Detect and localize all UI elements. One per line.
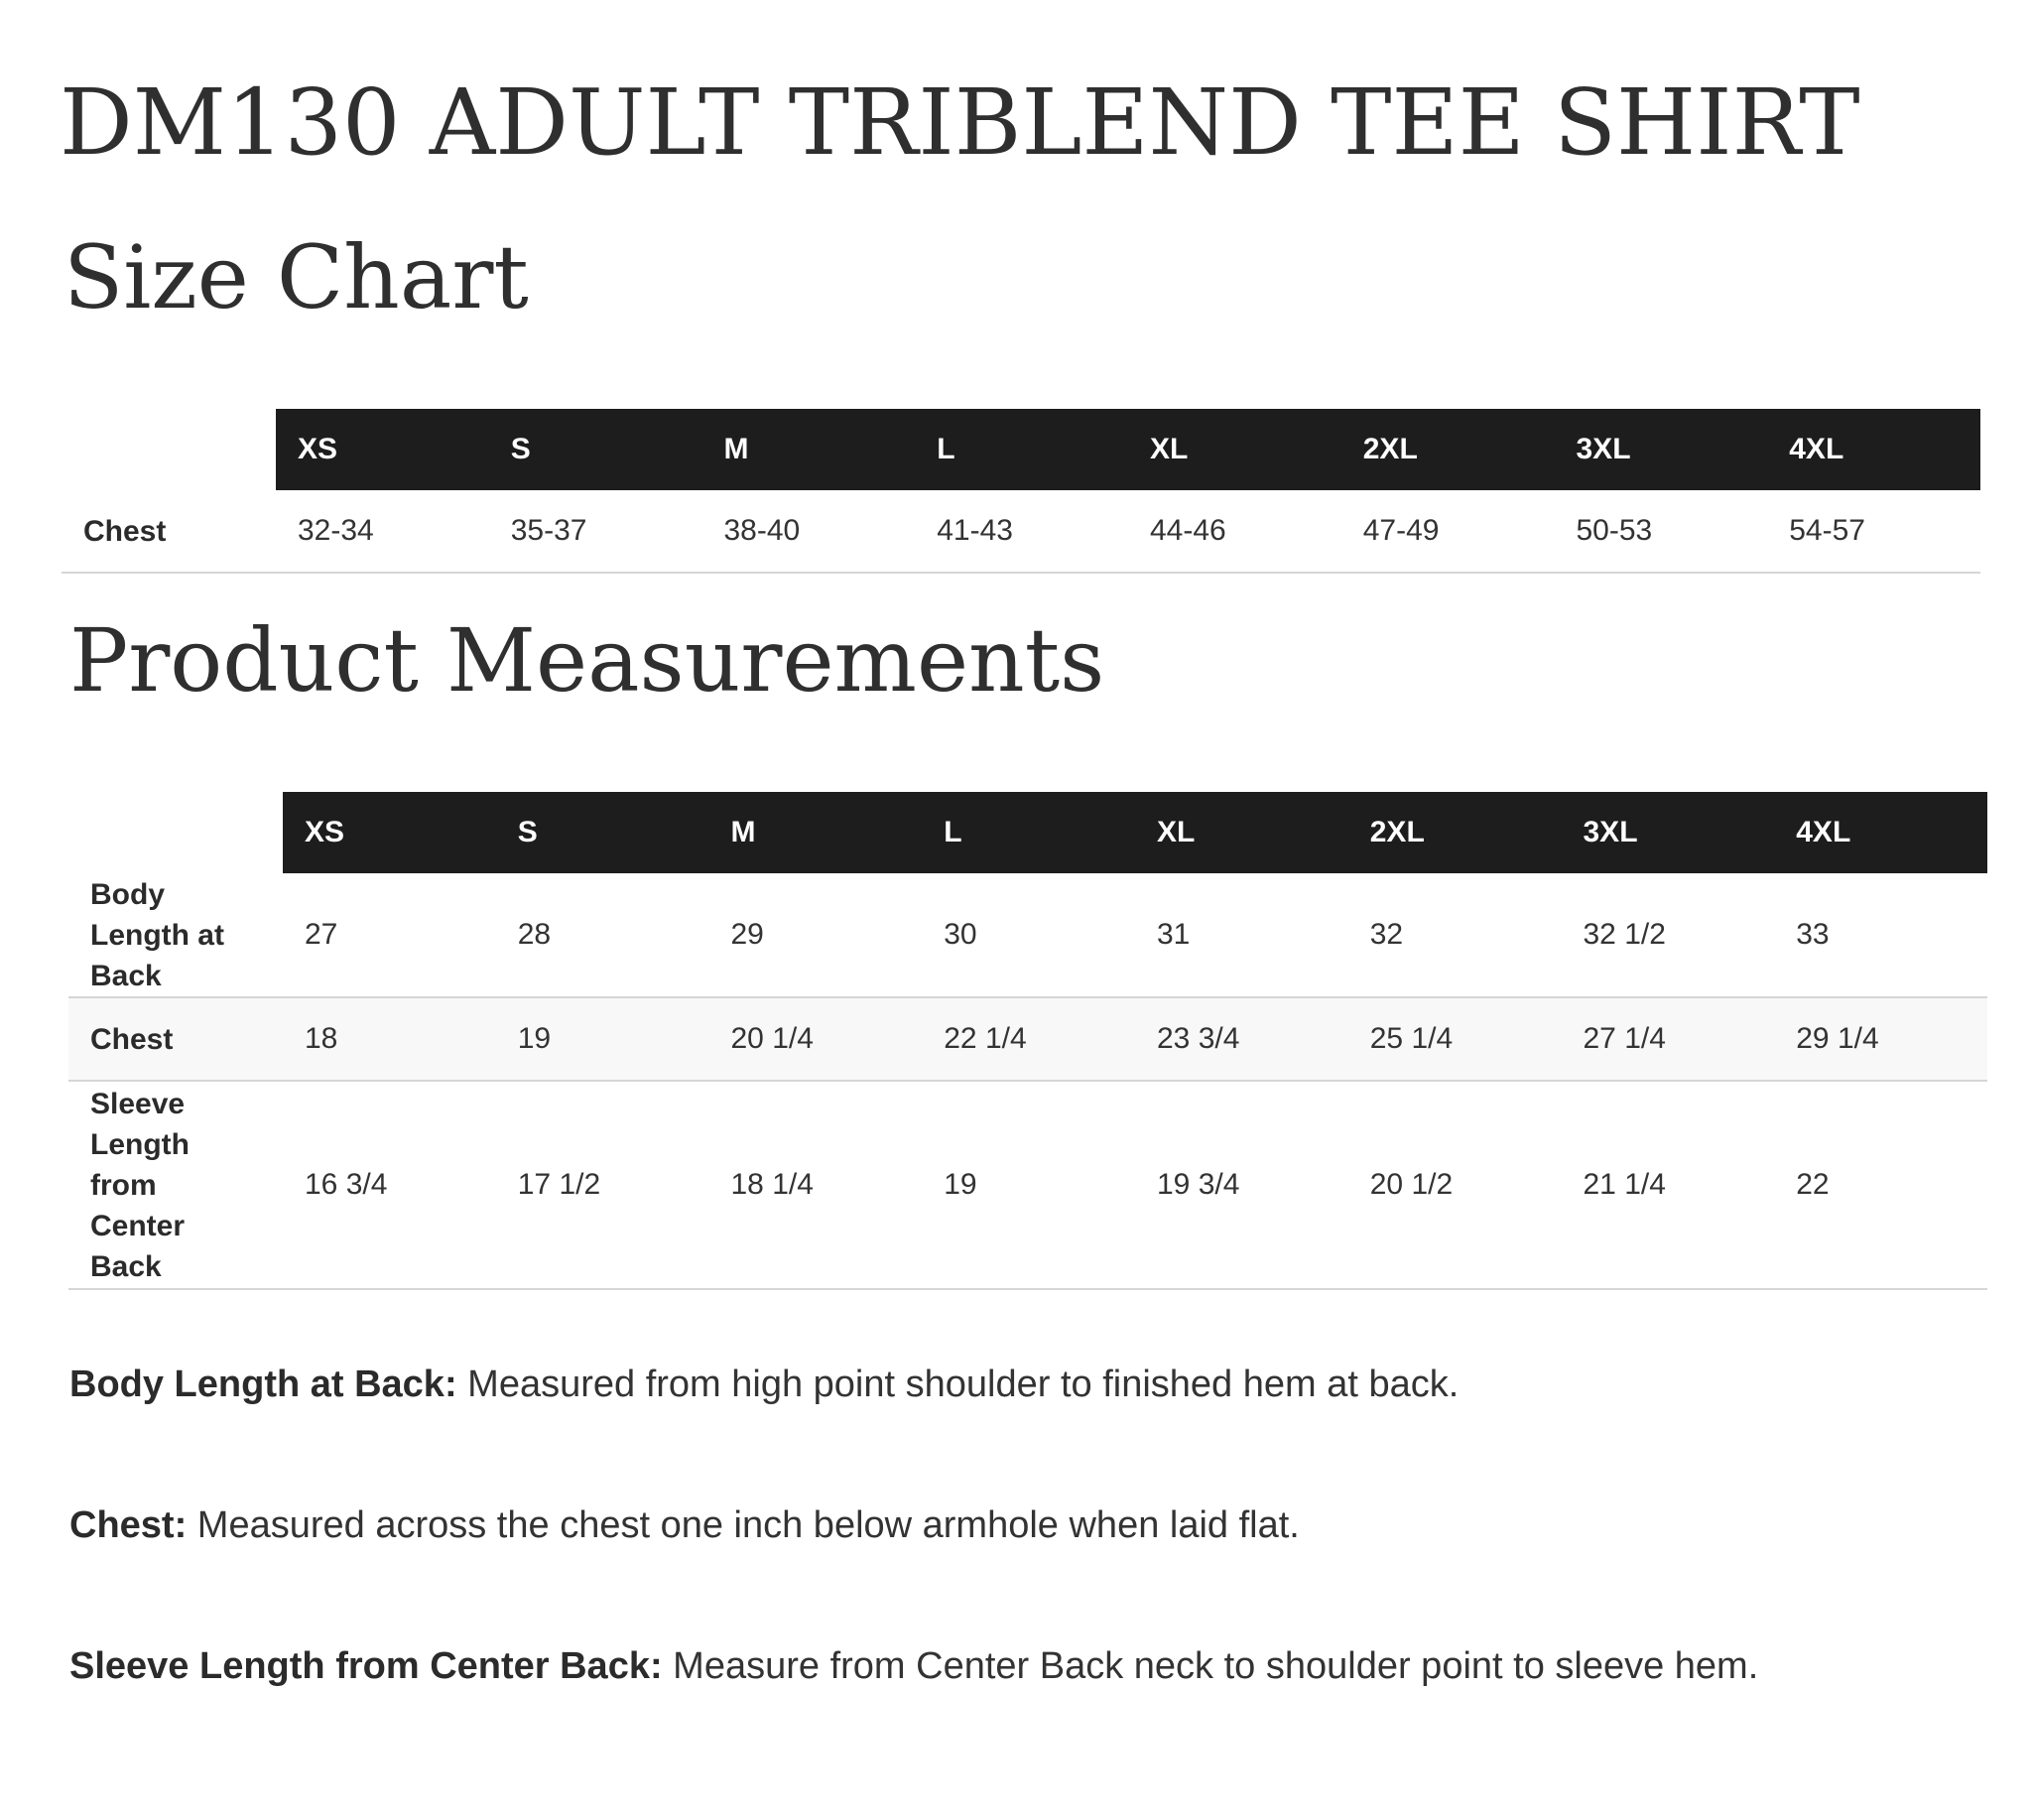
size-header: 2XL	[1341, 409, 1555, 490]
table-cell: 32 1/2	[1562, 873, 1775, 998]
table-cell: 16 3/4	[283, 1082, 496, 1290]
table-cell: 25 1/4	[1348, 998, 1562, 1082]
note-text: Measured from high point shoulder to finished hem at back.	[467, 1364, 1460, 1405]
row-label-chest: Chest	[68, 998, 283, 1082]
table-cell: 38-40	[702, 490, 916, 574]
note-chest	[69, 1495, 1935, 1556]
note-sleeve-length	[69, 1635, 1935, 1697]
table-cell: 27	[283, 873, 496, 998]
table-cell: 23 3/4	[1135, 998, 1348, 1082]
table-cell: 17 1/2	[496, 1082, 709, 1290]
size-chart-heading: Size Chart	[64, 226, 529, 328]
header-corner	[62, 409, 276, 490]
product-measurements-heading: Product Measurements	[69, 609, 1105, 712]
table-cell: 22	[1774, 1082, 1987, 1290]
size-header: 3XL	[1555, 409, 1768, 490]
size-header: L	[922, 792, 1135, 873]
table-cell: 18	[283, 998, 496, 1082]
size-header: M	[702, 409, 916, 490]
size-header: S	[496, 792, 709, 873]
row-label-sleeve-length: Sleeve Length from Center Back	[68, 1082, 283, 1290]
header-corner	[68, 792, 283, 873]
table-cell: 47-49	[1341, 490, 1555, 574]
table-cell: 20 1/2	[1348, 1082, 1562, 1290]
row-label-body-length: Body Length at Back	[68, 873, 283, 998]
table-cell: 33	[1774, 873, 1987, 998]
table-cell: 21 1/4	[1562, 1082, 1775, 1290]
size-header: XL	[1135, 792, 1348, 873]
size-header: M	[709, 792, 923, 873]
size-header: XL	[1128, 409, 1341, 490]
table-cell: 50-53	[1555, 490, 1768, 574]
table-cell: 32-34	[276, 490, 489, 574]
table-cell: 27 1/4	[1562, 998, 1775, 1082]
size-header: 3XL	[1562, 792, 1775, 873]
table-cell: 31	[1135, 873, 1348, 998]
size-header: 4XL	[1767, 409, 1980, 490]
table-cell: 19	[922, 1082, 1135, 1290]
size-header: 4XL	[1774, 792, 1987, 873]
table-cell: 35-37	[489, 490, 702, 574]
size-header: XS	[283, 792, 496, 873]
note-text: Measure from Center Back neck to shoulder point to sleeve hem.	[673, 1645, 1759, 1687]
size-header: XS	[276, 409, 489, 490]
measurement-notes	[69, 1354, 1935, 1776]
table-cell: 20 1/4	[709, 998, 923, 1082]
note-term: Chest:	[69, 1504, 188, 1546]
size-chart-table	[62, 409, 1980, 574]
table-cell: 30	[922, 873, 1135, 998]
note-term: Body Length at Back:	[69, 1364, 457, 1405]
table-cell: 28	[496, 873, 709, 998]
note-text: Measured across the chest one inch below armhole when laid flat.	[196, 1504, 1300, 1546]
page-title: DM130 ADULT TRIBLEND TEE SHIRT	[60, 69, 1860, 176]
table-cell: 54-57	[1767, 490, 1980, 574]
row-label-chest: Chest	[62, 490, 276, 574]
table-cell: 44-46	[1128, 490, 1341, 574]
table-cell: 18 1/4	[709, 1082, 923, 1290]
table-cell: 29	[709, 873, 923, 998]
note-body-length	[69, 1354, 1935, 1415]
note-term: Sleeve Length from Center Back:	[69, 1645, 663, 1687]
size-header: L	[915, 409, 1128, 490]
table-cell: 29 1/4	[1774, 998, 1987, 1082]
size-header: S	[489, 409, 702, 490]
table-cell: 22 1/4	[922, 998, 1135, 1082]
product-measurements-table	[68, 792, 1987, 1290]
table-cell: 19	[496, 998, 709, 1082]
table-cell: 41-43	[915, 490, 1128, 574]
table-cell: 19 3/4	[1135, 1082, 1348, 1290]
size-header: 2XL	[1348, 792, 1562, 873]
table-cell: 32	[1348, 873, 1562, 998]
